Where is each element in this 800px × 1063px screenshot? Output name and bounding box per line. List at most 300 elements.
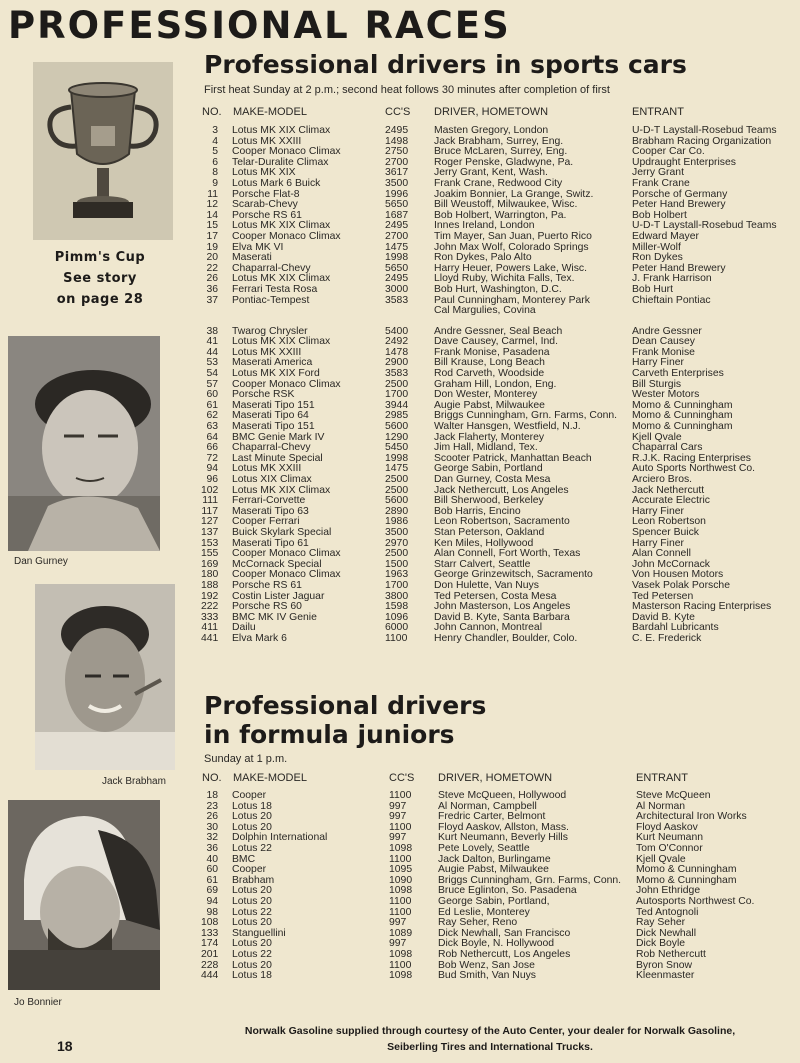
make-model: Porsche RSK (232, 389, 295, 401)
entrant: Momo & Cunningham (632, 410, 733, 422)
entrant: Harry Finer (632, 505, 684, 517)
entry-number: 15 (206, 220, 218, 232)
driver-hometown: Kurt Neumann, Beverly Hills (438, 832, 568, 844)
make-model: BMC (232, 853, 256, 865)
engine-cc: 5650 (385, 199, 409, 211)
entrant: Updraught Enterprises (632, 156, 736, 168)
entry-number: 64 (206, 431, 218, 443)
engine-cc: 5400 (385, 325, 409, 337)
driver-hometown: John Masterson, Los Angeles (434, 601, 571, 613)
entry-number: 57 (206, 378, 218, 390)
make-model: Scarab-Chevy (232, 199, 298, 211)
make-model: Cooper (232, 864, 267, 876)
entrant: Floyd Aaskov (636, 821, 698, 833)
entrant: David B. Kyte (632, 611, 695, 623)
engine-cc: 3800 (385, 590, 409, 602)
entry-number: 11 (207, 188, 218, 200)
make-model: Maserati Tipo 151 (232, 421, 315, 433)
driver-hometown: Bob Harris, Encino (434, 505, 521, 517)
make-model: Lotus MK XIX Climax (232, 484, 331, 496)
entrant: Architectural Iron Works (636, 811, 747, 823)
engine-cc: 1963 (385, 569, 409, 581)
make-model: Stanguellini (232, 927, 286, 939)
engine-cc: 1100 (389, 853, 412, 865)
make-model: Cooper Monaco Climax (232, 230, 341, 242)
driver-hometown: Pete Lovely, Seattle (438, 842, 530, 854)
entry-number: 30 (206, 821, 218, 833)
entry-number: 96 (206, 474, 218, 485)
entrant: Momo & Cunningham (632, 399, 733, 411)
make-model: Lotus 20 (232, 821, 272, 833)
make-model: Lotus 20 (232, 885, 272, 897)
entrant: Rob Nethercutt (636, 948, 706, 960)
make-model: Chaparral-Chevy (232, 442, 311, 454)
make-model: Lotus MK XIX (232, 167, 296, 179)
engine-cc: 2750 (385, 146, 409, 158)
pimms-cup-caption (30, 247, 170, 310)
col-no: NO. (202, 772, 222, 784)
make-model: Ferrari-Corvette (232, 495, 306, 507)
engine-cc: 1475 (385, 241, 409, 253)
driver-hometown: George Grinzewitsch, Sacramento (434, 569, 593, 581)
make-model: Cooper Monaco Climax (232, 548, 341, 560)
entrant: U-D-T Laystall-Rosebud Teams (632, 220, 777, 232)
driver-hometown: Joakim Bonnier, La Grange, Switz. (434, 188, 594, 200)
col-make-model: MAKE-MODEL (233, 772, 307, 784)
driver-hometown: Don Hulette, Van Nuys (434, 579, 539, 591)
entry-number: 23 (206, 800, 218, 812)
entry-number: 94 (206, 463, 218, 475)
entrant: Dean Causey (632, 336, 695, 348)
engine-cc: 1475 (385, 463, 409, 475)
col-no: NO. (202, 106, 222, 118)
engine-cc: 3500 (385, 526, 409, 538)
driver-hometown: Tim Mayer, San Juan, Puerto Rico (434, 230, 592, 242)
engine-cc: 2495 (385, 220, 409, 232)
driver-hometown: Andre Gessner, Seal Beach (434, 325, 563, 337)
entry-number: 98 (206, 906, 218, 918)
make-model: Last Minute Special (232, 452, 323, 464)
make-model: Lotus MK XIX Climax (232, 125, 331, 136)
entry-number: 155 (201, 548, 219, 560)
make-model: Lotus MK XIX Climax (232, 220, 331, 232)
driver-hometown: Dan Gurney, Costa Mesa (434, 474, 551, 485)
entrant: J. Frank Harrison (632, 273, 712, 285)
entrant: Byron Snow (636, 959, 693, 971)
entry-number: 66 (206, 442, 218, 454)
col-make-model: MAKE-MODEL (233, 106, 307, 118)
entry-number: 72 (206, 452, 218, 464)
entry-number: 62 (206, 410, 218, 422)
make-model: BMC MK IV Genie (232, 611, 317, 623)
engine-cc: 3500 (385, 177, 409, 189)
driver-hometown: Jack Dalton, Burlingame (438, 853, 551, 865)
page-reference: on page 28 (56, 292, 144, 307)
driver-hometown: Ron Dykes, Palo Alto (434, 252, 532, 264)
entrant: Frank Crane (632, 177, 690, 189)
entrant: Cooper Car Co. (632, 146, 705, 158)
entry-number: 174 (201, 938, 219, 950)
driver-hometown: Briggs Cunningham, Grn. Farms, Conn. (434, 410, 618, 422)
engine-cc: 1100 (389, 959, 412, 971)
engine-cc: 997 (389, 938, 407, 950)
entry-number: 60 (206, 864, 218, 876)
driver-hometown: Roger Penske, Gladwyne, Pa. (434, 156, 574, 168)
entry-number: 40 (206, 853, 218, 865)
engine-cc: 1100 (389, 895, 412, 907)
see-story-text: See story (63, 271, 137, 286)
entry-number: 26 (206, 811, 218, 823)
engine-cc: 6000 (385, 622, 409, 634)
driver-hometown: Al Norman, Campbell (438, 800, 537, 812)
entry-number: 153 (201, 537, 219, 549)
entrant: Steve McQueen (636, 790, 711, 801)
make-model: Lotus 22 (232, 842, 272, 854)
entry-number: 37 (206, 294, 218, 306)
entrant: Al Norman (636, 800, 686, 812)
engine-cc: 1290 (385, 431, 409, 443)
make-model: Maserati Tipo 63 (232, 505, 309, 517)
entrant: Edward Mayer (632, 230, 699, 242)
entrant: Autosports Northwest Co. (636, 895, 755, 907)
make-model: Telar-Duralite Climax (232, 156, 329, 168)
entrant: Kjell Qvale (632, 431, 682, 443)
col-ccs: CC'S (389, 772, 415, 784)
entrant: Alan Connell (632, 548, 691, 560)
driver-hometown: Rod Carveth, Woodside (434, 368, 545, 380)
make-model: Porsche RS 60 (232, 601, 302, 613)
engine-cc: 2900 (385, 357, 409, 369)
make-model: Ferrari Testa Rosa (232, 283, 318, 295)
col-driver: DRIVER, HOMETOWN (434, 106, 549, 118)
entrant: C. E. Frederick (632, 632, 702, 644)
engine-cc: 5600 (385, 421, 409, 433)
driver-hometown: Bill Sherwood, Berkeley (434, 495, 544, 507)
engine-cc: 3000 (385, 283, 409, 295)
col-ccs: CC'S (385, 106, 411, 118)
engine-cc: 1478 (385, 346, 409, 358)
entry-number: 127 (201, 516, 219, 528)
entry-number: 222 (201, 601, 219, 613)
engine-cc: 1687 (385, 209, 409, 221)
engine-cc: 2500 (385, 474, 409, 485)
entrant: Momo & Cunningham (636, 864, 737, 876)
entry-number: 444 (201, 970, 219, 982)
driver-hometown: Bruce McLaren, Surrey, Eng. (434, 146, 568, 158)
driver-hometown: Innes Ireland, London (434, 220, 535, 232)
driver-hometown: Ray Seher, Reno (438, 917, 518, 929)
make-model: Lotus 22 (232, 906, 272, 918)
driver-hometown: John Cannon, Montreal (434, 622, 543, 634)
driver-hometown: Walter Hansgen, Westfield, N.J. (434, 421, 581, 433)
driver-hometown: Jack Brabham, Surrey, Eng. (434, 135, 564, 147)
entrant: Momo & Cunningham (636, 874, 737, 886)
driver-hometown: Augie Pabst, Milwaukee (438, 864, 549, 876)
engine-cc: 5600 (385, 495, 409, 507)
entry-number: 137 (201, 526, 219, 538)
driver-hometown: Steve McQueen, Hollywood (438, 790, 567, 801)
make-model: Maserati Tipo 64 (232, 410, 309, 422)
engine-cc: 997 (389, 832, 407, 844)
driver-hometown: Bud Smith, Van Nuys (438, 970, 536, 982)
sports-cars-section-title: Professional drivers in sports cars (204, 50, 687, 79)
make-model: Maserati (232, 252, 272, 264)
engine-cc: 1998 (385, 452, 409, 464)
entry-number: 38 (206, 325, 218, 337)
entrant: Harry Finer (632, 357, 684, 369)
entrant: Jack Nethercutt (632, 484, 705, 496)
make-model: Cooper Monaco Climax (232, 569, 341, 581)
entrant: Masterson Racing Enterprises (632, 601, 772, 613)
make-model: Lotus 22 (232, 948, 272, 960)
driver-hometown: Dick Boyle, N. Hollywood (438, 938, 555, 950)
pimms-cup-title: Pimm's Cup (54, 250, 146, 265)
driver-hometown: Jack Nethercutt, Los Angeles (434, 484, 569, 496)
driver-hometown: Frank Crane, Redwood City (434, 177, 563, 189)
engine-cc: 2492 (385, 336, 409, 348)
entrant: Auto Sports Northwest Co. (632, 463, 756, 475)
entry-number: 60 (206, 389, 218, 401)
dan-gurney-caption: Dan Gurney (14, 556, 68, 567)
entrant: Porsche of Germany (632, 188, 728, 200)
entry-number: 108 (201, 917, 219, 929)
trophy-photo (33, 62, 173, 240)
engine-cc: 1996 (385, 188, 409, 200)
entry-number: 94 (206, 895, 218, 907)
entrant: Chaparral Cars (632, 442, 703, 454)
entry-number: 9 (212, 177, 218, 189)
engine-cc: 1100 (389, 821, 412, 833)
make-model: Lotus MK XXIII (232, 346, 302, 358)
entrant: Arciero Bros. (632, 474, 693, 485)
engine-cc: 1498 (385, 135, 409, 147)
make-model: McCornack Special (232, 558, 322, 570)
driver-hometown: Rob Nethercutt, Los Angeles (438, 948, 571, 960)
make-model: Lotus XIX Climax (232, 474, 312, 485)
entrant: Kjell Qvale (636, 853, 686, 865)
entrant: Jerry Grant (632, 167, 684, 179)
engine-cc: 1700 (385, 389, 409, 401)
engine-cc: 997 (389, 917, 407, 929)
entry-number: 20 (206, 252, 218, 264)
entrant: R.J.K. Racing Enterprises (632, 452, 751, 464)
entrant: Accurate Electric (632, 495, 710, 507)
engine-cc: 1098 (389, 970, 413, 982)
engine-cc: 1598 (385, 601, 409, 613)
engine-cc: 2500 (385, 548, 409, 560)
engine-cc: 1096 (385, 611, 409, 623)
entry-number: 36 (206, 842, 218, 854)
entrant: Frank Monise (632, 346, 695, 358)
make-model: Lotus 20 (232, 917, 272, 929)
engine-cc: 1095 (389, 864, 413, 876)
entrant: Bardahl Lubricants (632, 622, 719, 634)
entry-number: 188 (201, 579, 219, 591)
engine-cc: 1700 (385, 579, 409, 591)
entrant: Kleenmaster (636, 970, 695, 982)
entrant: Leon Robertson (632, 516, 706, 528)
engine-cc: 3583 (385, 294, 409, 306)
make-model: Lotus MK XIX Climax (232, 273, 331, 285)
entrant: Ted Petersen (632, 590, 694, 602)
driver-hometown: David B. Kyte, Santa Barbara (434, 611, 570, 623)
driver-hometown: Bob Holbert, Warrington, Pa. (434, 209, 567, 221)
entrant: Chieftain Pontiac (632, 294, 711, 306)
entry-number: 441 (201, 632, 219, 644)
driver-hometown: Henry Chandler, Boulder, Colo. (434, 632, 578, 644)
driver-hometown: Paul Cunningham, Monterey Park (434, 294, 590, 306)
driver-hometown: George Sabin, Portland (434, 463, 543, 475)
engine-cc: 2890 (385, 505, 409, 517)
engine-cc: 1090 (389, 874, 413, 886)
make-model: Lotus 18 (232, 800, 272, 812)
entrant: U-D-T Laystall-Rosebud Teams (632, 125, 777, 136)
entry-number: 111 (202, 495, 218, 507)
make-model: Twarog Chrysler (232, 325, 308, 337)
driver-hometown: Graham Hill, London, Eng. (434, 378, 557, 390)
entry-number: 53 (206, 357, 218, 369)
engine-cc: 3583 (385, 368, 409, 380)
make-model: Lotus 20 (232, 895, 272, 907)
make-model: Maserati Tipo 61 (232, 537, 309, 549)
driver-hometown: Ted Petersen, Costa Mesa (434, 590, 557, 602)
make-model: Lotus 18 (232, 970, 272, 982)
dan-gurney-photo (8, 336, 160, 551)
make-model: Lotus MK XXIII (232, 135, 302, 147)
footer-line-2: Seiberling Tires and International Trucks. (387, 1041, 593, 1053)
make-model: Cooper Monaco Climax (232, 378, 341, 390)
engine-cc: 1500 (385, 558, 409, 570)
driver-hometown: Harry Heuer, Powers Lake, Wisc. (434, 262, 588, 274)
engine-cc: 1100 (389, 790, 412, 801)
entry-number: 32 (206, 832, 218, 844)
engine-cc: 2700 (385, 230, 409, 242)
driver-hometown: Alan Connell, Fort Worth, Texas (434, 548, 581, 560)
entry-number: 22 (206, 262, 218, 274)
make-model: Lotus 20 (232, 938, 272, 950)
entry-number: 26 (206, 273, 218, 285)
driver-hometown: Bill Krause, Long Beach (434, 357, 545, 369)
page-number: 18 (57, 1038, 73, 1054)
entry-number: 12 (206, 199, 218, 211)
make-model: Dailu (232, 622, 256, 634)
make-model: Brabham (232, 874, 275, 886)
driver-hometown: Bruce Eglinton, So. Pasadena (438, 885, 577, 897)
page-title: PROFESSIONAL RACES (8, 4, 511, 47)
entry-number: 6 (212, 156, 218, 168)
entry-number: 192 (201, 590, 219, 602)
engine-cc: 2500 (385, 378, 409, 390)
engine-cc: 1089 (389, 927, 413, 939)
entrant: Bob Hurt (632, 283, 674, 295)
driver-hometown: Dick Newhall, San Francisco (438, 927, 571, 939)
entry-number: 8 (212, 167, 218, 179)
driver-hometown: Frank Monise, Pasadena (434, 346, 550, 358)
entry-number: 54 (206, 368, 218, 380)
entrant: Wester Motors (632, 389, 700, 401)
engine-cc: 2985 (385, 410, 409, 422)
entry-number: 169 (201, 558, 219, 570)
entrant: Von Housen Motors (632, 569, 724, 581)
make-model: Costin Lister Jaguar (232, 590, 325, 602)
make-model: Lotus MK XIX Ford (232, 368, 320, 380)
entrant: Peter Hand Brewery (632, 199, 726, 211)
driver-hometown: Briggs Cunningham, Grn. Farms, Conn. (438, 874, 622, 886)
jo-bonnier-caption: Jo Bonnier (14, 997, 62, 1008)
entrant: Bob Holbert (632, 209, 687, 221)
make-model: Cooper Monaco Climax (232, 146, 341, 158)
driver-hometown: Cal Margulies, Covina (434, 305, 536, 317)
entry-number: 201 (201, 948, 219, 960)
sports-cars-schedule-note: First heat Sunday at 2 p.m.; second heat follows 30 minutes after completion of first (204, 84, 610, 96)
make-model: Elva Mark 6 (232, 632, 287, 644)
entrant: John McCornack (632, 558, 710, 570)
make-model: Pontiac-Tempest (232, 294, 310, 306)
driver-hometown: Jerry Grant, Kent, Wash. (434, 167, 548, 179)
engine-cc: 997 (389, 800, 407, 812)
driver-hometown: Scooter Patrick, Manhattan Beach (434, 452, 592, 464)
make-model: Maserati Tipo 151 (232, 399, 315, 411)
entry-number: 61 (206, 874, 218, 886)
driver-hometown: Fredric Carter, Belmont (438, 811, 546, 823)
col-entrant: ENTRANT (632, 106, 684, 118)
engine-cc: 5650 (385, 262, 409, 274)
entry-number: 41 (206, 336, 218, 348)
entrant: Carveth Enterprises (632, 368, 724, 380)
entry-number: 333 (201, 611, 219, 623)
make-model: Lotus 20 (232, 959, 272, 971)
driver-hometown: Jim Hall, Midland, Tex. (434, 442, 538, 454)
engine-cc: 1998 (385, 252, 409, 264)
engine-cc: 2970 (385, 537, 409, 549)
engine-cc: 5450 (385, 442, 409, 454)
driver-hometown: Floyd Aaskov, Allston, Mass. (438, 821, 569, 833)
make-model: Porsche RS 61 (232, 579, 302, 591)
entry-number: 5 (212, 146, 218, 158)
entrant: Harry Finer (632, 537, 684, 549)
engine-cc: 997 (389, 811, 407, 823)
engine-cc: 2495 (385, 273, 409, 285)
jack-brabham-caption: Jack Brabham (102, 776, 166, 787)
entrant: Bill Sturgis (632, 378, 682, 390)
engine-cc: 2500 (385, 484, 409, 496)
engine-cc: 3944 (385, 399, 409, 411)
make-model: Chaparral-Chevy (232, 262, 311, 274)
make-model: Buick Skylark Special (232, 526, 332, 538)
footer-line-1: Norwalk Gasoline supplied through courtesy of the Auto Center, your dealer for Norwalk Gasoline, (244, 1025, 736, 1037)
entry-number: 19 (206, 241, 218, 253)
driver-hometown: Ken Miles, Hollywood (434, 537, 534, 549)
entrant: Ron Dykes (632, 252, 683, 264)
entrant: Momo & Cunningham (632, 421, 733, 433)
driver-hometown: Bob Wenz, San Jose (438, 959, 535, 971)
entrant: Tom O'Connor (636, 842, 703, 854)
entrant: Dick Newhall (636, 927, 697, 939)
entry-number: 3 (212, 125, 218, 136)
make-model: Lotus MK XIX Climax (232, 336, 331, 348)
driver-hometown: Dave Causey, Carmel, Ind. (434, 336, 558, 348)
driver-hometown: Masten Gregory, London (434, 125, 549, 136)
entry-number: 4 (212, 135, 218, 147)
entry-number: 14 (206, 209, 218, 221)
engine-cc: 1098 (389, 948, 413, 960)
entry-number: 102 (201, 484, 219, 496)
entrant: Miller-Wolf (632, 241, 681, 253)
make-model: Porsche RS 61 (232, 209, 302, 221)
entrant: Ray Seher (636, 917, 686, 929)
driver-hometown: Stan Peterson, Oakland (434, 526, 545, 538)
make-model: Lotus 20 (232, 811, 272, 823)
